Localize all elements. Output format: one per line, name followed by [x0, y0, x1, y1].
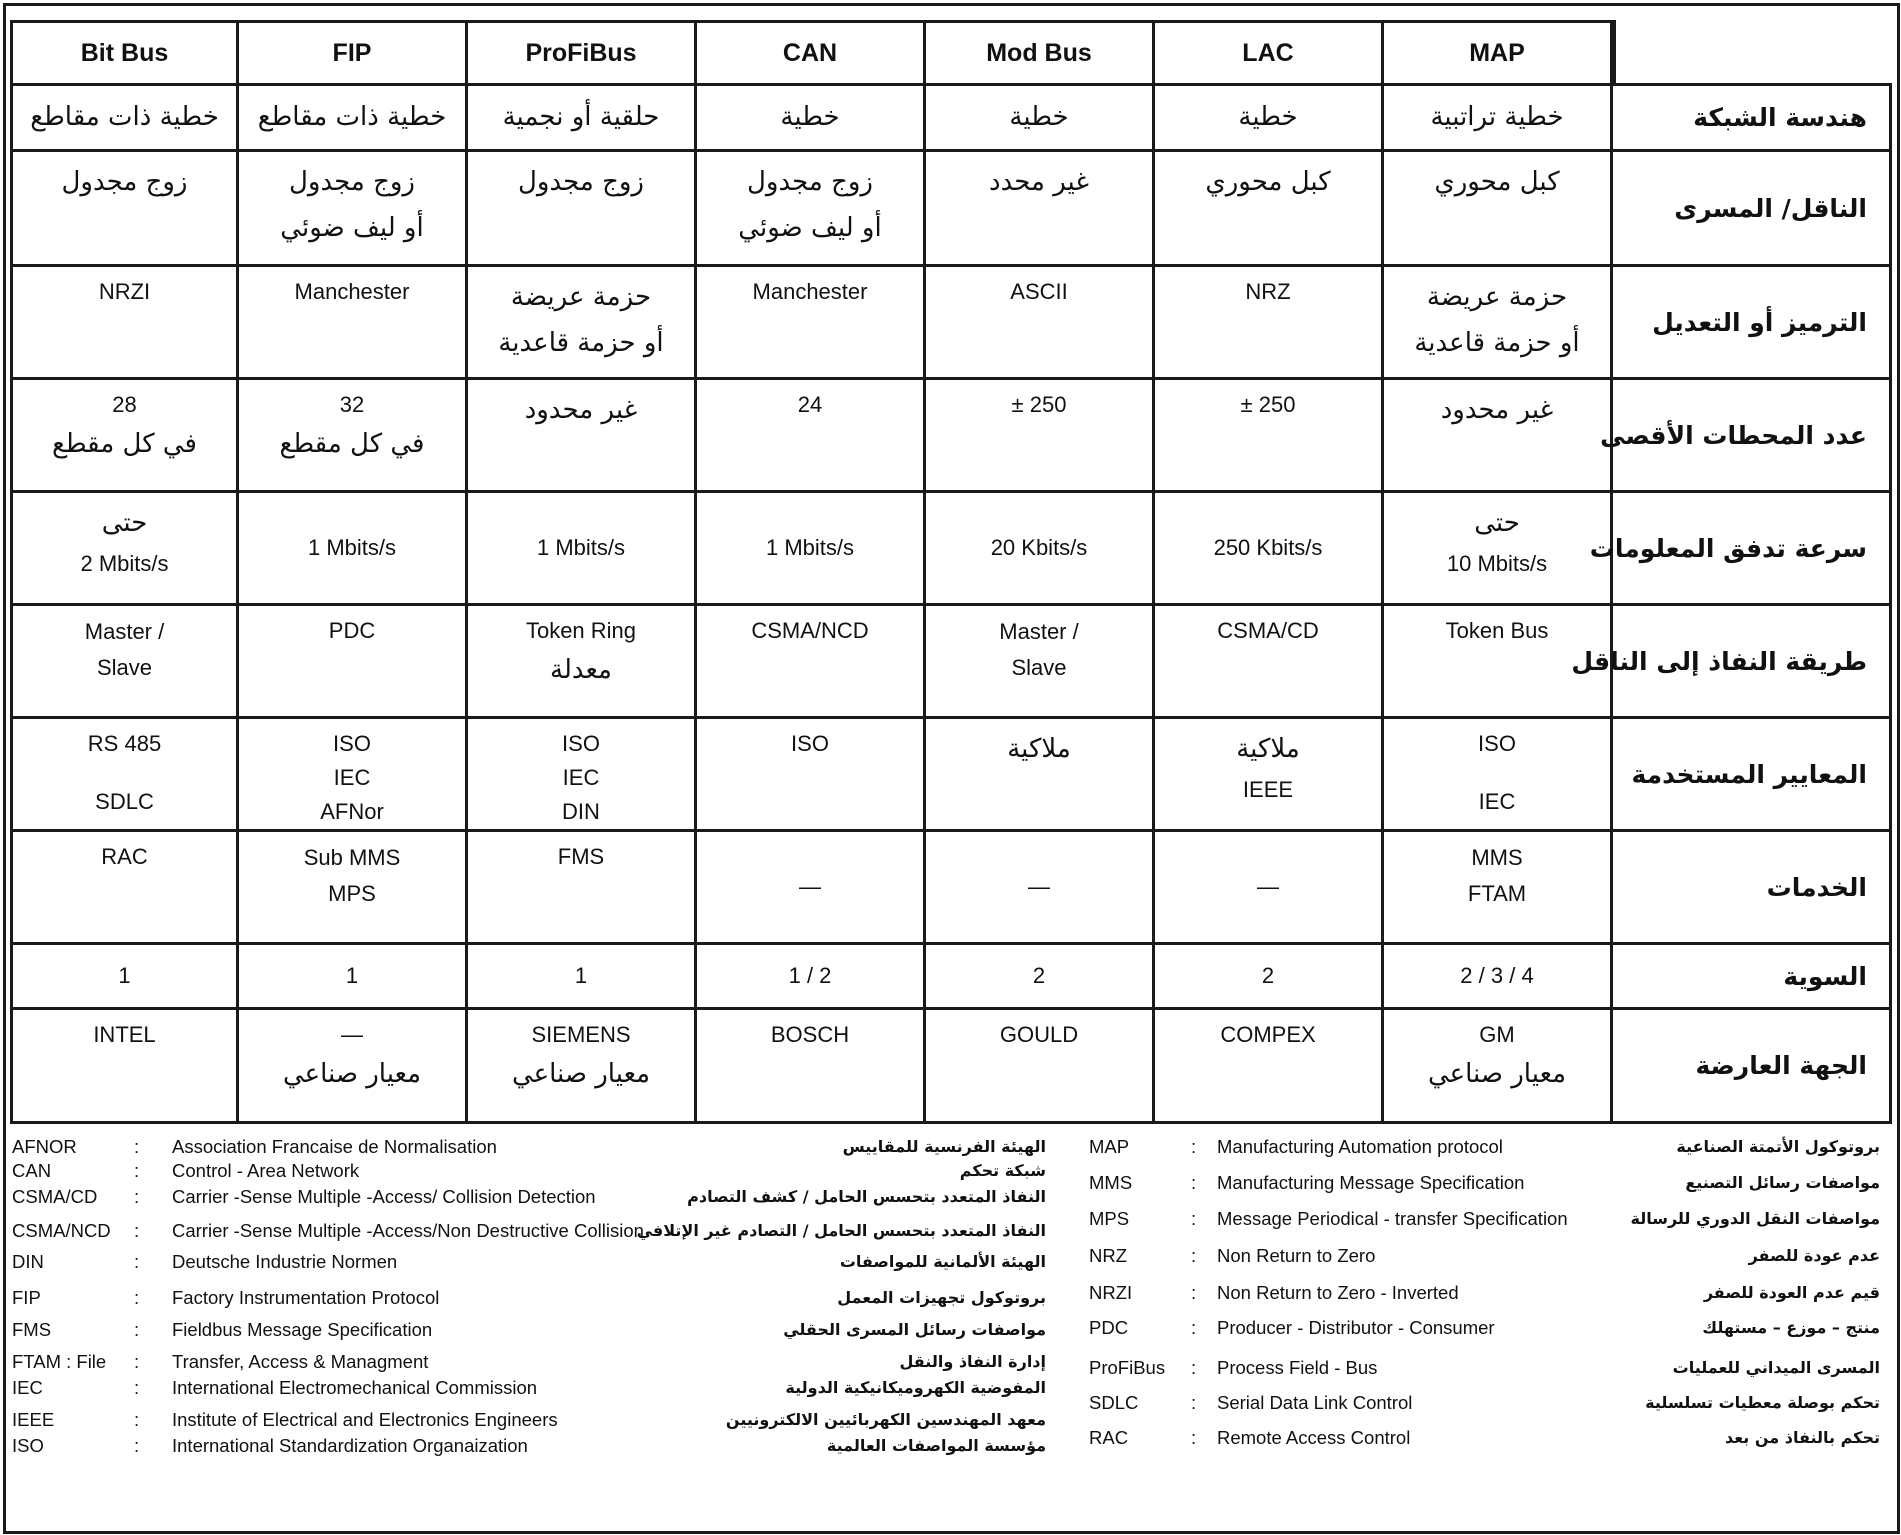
glossary-definition: Carrier -Sense Multiple -Access/Non Destructive Collision [172, 1220, 644, 1241]
table-cell [468, 152, 697, 267]
glossary-colon: : [1191, 1208, 1197, 1229]
glossary-abbreviation: MAP [1089, 1136, 1130, 1157]
table-cell [697, 945, 926, 1010]
row-label [1600, 380, 1892, 493]
glossary-definition: Control - Area Network [172, 1160, 360, 1181]
cell-text: — [1257, 873, 1279, 899]
glossary-colon: : [1191, 1136, 1197, 1157]
table-cell [926, 86, 1155, 152]
row-label-text: الترميز أو التعديل [1652, 307, 1867, 337]
table-cell [10, 1010, 239, 1124]
table-cell [1155, 606, 1384, 719]
cell-text: حزمة عريضة [510, 282, 652, 312]
table-cell [468, 606, 697, 719]
glossary-abbreviation: ProFiBus [1089, 1357, 1166, 1378]
cell-text: حزمة عريضة [1426, 282, 1568, 312]
column-header-label: MAP [1469, 38, 1525, 67]
glossary-abbreviation: CAN [12, 1160, 52, 1181]
cell-text: ASCII [1010, 279, 1068, 304]
glossary-entry [12, 1313, 1888, 1343]
glossary-arabic-translation: المفوضية الكهروميكانيكية الدولية [785, 1378, 1046, 1397]
glossary-definition: Institute of Electrical and Electronics Engineers [172, 1409, 558, 1430]
row-label [1613, 267, 1892, 380]
glossary-definition: Factory Instrumentation Protocol [172, 1287, 440, 1308]
column-header [697, 20, 926, 86]
cell-text: NRZ [1245, 279, 1291, 304]
table-cell [926, 152, 1155, 267]
table-cell [1155, 719, 1384, 832]
cell-text: Token Bus [1445, 618, 1549, 643]
glossary-abbreviation: ISO [12, 1435, 44, 1456]
table-cell [239, 945, 468, 1010]
table-cell [1384, 945, 1613, 1010]
cell-text: 32 [339, 392, 365, 417]
glossary-colon: : [1191, 1317, 1197, 1338]
cell-text: كبل محوري [1205, 167, 1331, 197]
cell-text: Slave [1011, 655, 1067, 681]
table-cell [697, 267, 926, 380]
table-cell [239, 267, 468, 380]
glossary-abbreviation: FMS [12, 1319, 52, 1340]
glossary-definition: Serial Data Link Control [1217, 1392, 1413, 1413]
table-cell [468, 380, 697, 493]
cell-text: ± 250 [1011, 392, 1067, 417]
cell-text: خطية ذات مقاطع [257, 101, 447, 132]
table-cell [1384, 832, 1613, 945]
cell-text: 250 Kbits/s [1213, 534, 1323, 560]
glossary-entry [12, 1132, 1888, 1162]
table-cell [1384, 493, 1613, 606]
table-cell [697, 1010, 926, 1124]
glossary-arabic-translation: النفاذ المتعدد بتحسس الحامل / التصادم غير الإتلافي [636, 1221, 1046, 1240]
table-cell [468, 945, 697, 1010]
glossary-definition: Carrier -Sense Multiple -Access/ Collision Detection [172, 1186, 596, 1207]
cell-text: ISO [562, 731, 600, 756]
cell-text: RS 485 [87, 731, 162, 756]
table-cell [697, 380, 926, 493]
glossary-abbreviation: AFNOR [12, 1136, 77, 1157]
cell-text: ISO [1478, 731, 1516, 756]
glossary-arabic-translation: الهيئة الفرنسية للمقاييس [842, 1137, 1046, 1156]
column-header [10, 20, 239, 86]
cell-text: زوج مجدول [289, 167, 415, 197]
row-label [1613, 86, 1892, 152]
cell-text: زوج مجدول [747, 167, 873, 197]
glossary-entry [12, 1204, 1888, 1234]
cell-text: خطية تراتبية [1430, 101, 1564, 132]
column-header [1155, 20, 1384, 86]
table-cell [1155, 1010, 1384, 1124]
cell-text: 1 / 2 [788, 962, 832, 988]
row-label [1613, 832, 1892, 945]
glossary-colon: : [134, 1251, 140, 1272]
column-header [239, 20, 468, 86]
glossary-arabic-translation: إدارة النفاذ والنقل [899, 1352, 1046, 1371]
table-cell [1155, 493, 1384, 606]
cell-text: 1 [345, 962, 359, 988]
table-cell [926, 832, 1155, 945]
table-cell [697, 832, 926, 945]
cell-text: MMS [1471, 845, 1523, 870]
cell-text: حلقية أو نجمية [502, 101, 660, 132]
table-cell [1384, 152, 1613, 267]
cell-text: CSMA/NCD [751, 618, 869, 643]
glossary-abbreviation: IEEE [12, 1409, 55, 1430]
cell-text: ملاكية [1007, 734, 1071, 764]
table-cell [10, 493, 239, 606]
glossary-colon: : [134, 1409, 140, 1430]
cell-text: FMS [557, 844, 605, 869]
cell-text: IEC [333, 765, 371, 791]
cell-text: Master / [999, 619, 1079, 644]
cell-text: حتى [1474, 508, 1520, 538]
glossary-abbreviation: MPS [1089, 1208, 1130, 1229]
cell-text: خطية [1238, 101, 1298, 132]
glossary-arabic-translation: الهيئة الألمانية للمواصفات [839, 1252, 1046, 1271]
glossary-colon: : [134, 1287, 140, 1308]
glossary-arabic-translation: منتج – موزع – مستهلك [1702, 1318, 1880, 1337]
glossary-abbreviation: FIP [12, 1287, 41, 1308]
cell-text: أو حزمة قاعدية [1414, 327, 1580, 358]
glossary-arabic-translation: بروتوكول تجهيزات المعمل [837, 1288, 1046, 1307]
glossary-definition: Non Return to Zero - Inverted [1217, 1282, 1459, 1303]
cell-text: معيار صناعي [511, 1059, 651, 1090]
table-cell [1384, 267, 1613, 380]
table-cell [1155, 267, 1384, 380]
table-cell [10, 86, 239, 152]
table-cell [239, 380, 468, 493]
cell-text: — [341, 1022, 363, 1047]
table-cell [239, 1010, 468, 1124]
glossary-colon: : [134, 1160, 140, 1181]
row-label-text: الناقل/ المسرى [1674, 193, 1867, 223]
cell-text: PDC [328, 618, 376, 643]
row-label [1613, 719, 1892, 832]
glossary-definition: Manufacturing Message Specification [1217, 1172, 1525, 1193]
table-cell [1155, 380, 1384, 493]
table-cell [697, 86, 926, 152]
glossary-abbreviation: CSMA/CD [12, 1186, 98, 1207]
cell-text: أو ليف ضوئي [280, 212, 424, 243]
table-cell [239, 606, 468, 719]
glossary-definition: Fieldbus Message Specification [172, 1319, 433, 1340]
glossary-entry [12, 1241, 1888, 1271]
glossary-entry [12, 1168, 1888, 1198]
glossary-abbreviation: NRZ [1089, 1245, 1128, 1266]
glossary-definition: Deutsche Industrie Normen [172, 1251, 398, 1272]
cell-text: IEC [1478, 789, 1516, 815]
cell-text: Manchester [752, 279, 868, 304]
cell-text: — [1028, 873, 1050, 899]
cell-text: Token Ring [525, 618, 637, 643]
cell-text: ISO [791, 731, 829, 756]
table-cell [926, 380, 1155, 493]
glossary-definition: International Electromechanical Commission [172, 1377, 538, 1398]
cell-text: SDLC [95, 789, 154, 815]
glossary-arabic-translation: مواصفات رسائل التصنيع [1685, 1173, 1880, 1192]
row-label [1613, 152, 1892, 267]
cell-text: INTEL [93, 1022, 156, 1047]
abbreviations-glossary [12, 1132, 1888, 1527]
row-label-text: طريقة النفاذ إلى الناقل [1571, 646, 1867, 676]
glossary-definition: Transfer, Access & Managment [172, 1351, 429, 1372]
glossary-arabic-translation: تحكم بالنفاذ من بعد [1725, 1428, 1880, 1447]
table-cell [1155, 945, 1384, 1010]
cell-text: خطية [1009, 101, 1069, 132]
glossary-definition: Association Francaise de Normalisation [172, 1136, 497, 1157]
cell-text: IEC [562, 765, 600, 791]
cell-text: 20 Kbits/s [990, 534, 1088, 560]
cell-text: ملاكية [1236, 734, 1300, 764]
cell-text: 24 [797, 392, 823, 417]
row-label [1589, 493, 1892, 606]
table-cell [10, 152, 239, 267]
cell-text: 1 Mbits/s [307, 534, 397, 560]
glossary-definition: Producer - Distributor - Consumer [1217, 1317, 1495, 1338]
cell-text: 2 [1261, 962, 1275, 988]
cell-text: زوج مجدول [518, 167, 644, 197]
table-cell [239, 86, 468, 152]
cell-text: خطية [780, 101, 840, 132]
cell-text: Manchester [294, 279, 410, 304]
glossary-definition: Manufacturing Automation protocol [1217, 1136, 1503, 1157]
row-label [1571, 606, 1892, 719]
cell-text: 2 [1032, 962, 1046, 988]
table-cell [926, 267, 1155, 380]
cell-text: Slave [96, 655, 153, 681]
glossary-abbreviation: RAC [1089, 1427, 1129, 1448]
cell-text: BOSCH [770, 1022, 850, 1047]
glossary-colon: : [1191, 1245, 1197, 1266]
cell-text: 10 Mbits/s [1446, 550, 1548, 576]
cell-text: حتى [101, 508, 148, 538]
cell-text: كبل محوري [1434, 167, 1560, 197]
cell-text: معيار صناعي [1427, 1059, 1567, 1090]
glossary-abbreviation: SDLC [1089, 1392, 1139, 1413]
cell-text: COMPEX [1220, 1022, 1316, 1047]
glossary-colon: : [1191, 1357, 1197, 1378]
glossary-abbreviation: PDC [1089, 1317, 1129, 1338]
glossary-arabic-translation: معهد المهندسين الكهربائيين الالكترونيين [725, 1410, 1046, 1429]
glossary-colon: : [134, 1220, 140, 1241]
table-cell [468, 1010, 697, 1124]
table-cell [1384, 86, 1613, 152]
row-label [1613, 945, 1892, 1010]
glossary-definition: Process Field - Bus [1217, 1357, 1378, 1378]
glossary-colon: : [134, 1435, 140, 1456]
table-cell [1155, 152, 1384, 267]
column-header-label: FIP [332, 38, 372, 67]
cell-text: في كل مقطع [52, 429, 197, 460]
glossary-colon: : [1191, 1392, 1197, 1413]
cell-text: أو حزمة قاعدية [498, 327, 664, 358]
glossary-definition: Remote Access Control [1217, 1427, 1411, 1448]
cell-text: MPS [328, 881, 376, 907]
column-header [468, 20, 697, 86]
table-cell [239, 493, 468, 606]
table-cell [10, 945, 239, 1010]
table-cell [1384, 1010, 1613, 1124]
cell-text: GM [1479, 1022, 1515, 1047]
glossary-colon: : [134, 1377, 140, 1398]
table-cell [1155, 86, 1384, 152]
table-cell [468, 832, 697, 945]
glossary-colon: : [134, 1186, 140, 1207]
glossary-abbreviation: IEC [12, 1377, 43, 1398]
header-corner [1613, 20, 1892, 86]
table-cell [926, 606, 1155, 719]
table-cell [10, 832, 239, 945]
column-header-label: Bit Bus [80, 38, 169, 67]
cell-text: ± 250 [1240, 392, 1296, 417]
table-cell [1384, 719, 1613, 832]
row-label-text: الخدمات [1766, 872, 1867, 902]
glossary-entry [12, 1388, 1888, 1418]
cell-text: RAC [101, 844, 148, 869]
column-header [926, 20, 1155, 86]
glossary-arabic-translation: عدم عودة للصفر [1748, 1246, 1880, 1265]
cell-text: 1 [574, 962, 588, 988]
column-header-label: Mod Bus [986, 38, 1092, 67]
glossary-arabic-translation: مؤسسة المواصفات العالمية [826, 1436, 1046, 1455]
row-label [1613, 1010, 1892, 1124]
row-label-text: السوية [1783, 961, 1867, 991]
row-label-text: عدد المحطات الأقصى [1600, 420, 1867, 450]
table-cell [926, 1010, 1155, 1124]
cell-text: CSMA/CD [1217, 618, 1319, 643]
row-label-text: سرعة تدفق المعلومات [1589, 533, 1867, 563]
table-cell [239, 719, 468, 832]
glossary-colon: : [134, 1319, 140, 1340]
cell-text: في كل مقطع [279, 429, 425, 460]
cell-text: DIN [562, 799, 600, 825]
cell-text: 2 Mbits/s [80, 550, 169, 576]
cell-text: 2 / 3 / 4 [1460, 962, 1534, 988]
glossary-arabic-translation: مواصفات النقل الدوري للرسالة [1630, 1209, 1880, 1228]
glossary-colon: : [134, 1351, 140, 1372]
table-cell [468, 493, 697, 606]
glossary-colon: : [134, 1136, 140, 1157]
table-cell [468, 719, 697, 832]
cell-text: معيار صناعي [282, 1059, 422, 1090]
cell-text: 1 Mbits/s [765, 534, 855, 560]
glossary-colon: : [1191, 1282, 1197, 1303]
cell-text: 28 [112, 392, 137, 417]
cell-text: GOULD [999, 1022, 1079, 1047]
column-header-label: CAN [782, 38, 838, 67]
comparison-table [10, 20, 1892, 1126]
glossary-entry [12, 1278, 1888, 1308]
cell-text: AFNor [320, 799, 384, 825]
glossary-abbreviation: DIN [12, 1251, 44, 1272]
table-cell [239, 832, 468, 945]
cell-text: FTAM [1467, 881, 1527, 907]
glossary-arabic-translation: شبكة تحكم [959, 1161, 1046, 1180]
table-cell [1155, 832, 1384, 945]
column-header-label: ProFiBus [525, 38, 637, 67]
table-cell [468, 267, 697, 380]
glossary-colon: : [1191, 1427, 1197, 1448]
cell-text: معدلة [550, 655, 612, 686]
glossary-entry [12, 1423, 1888, 1453]
glossary-arabic-translation: بروتوكول الأتمتة الصناعية [1676, 1137, 1880, 1156]
cell-text: 1 Mbits/s [536, 534, 626, 560]
table-cell [926, 493, 1155, 606]
table-cell [10, 380, 239, 493]
cell-text: أو ليف ضوئي [738, 212, 882, 243]
cell-text: غير محدد [989, 167, 1089, 197]
cell-text: Sub MMS [303, 845, 401, 870]
cell-text: NRZI [98, 279, 151, 304]
cell-text: SIEMENS [531, 1022, 631, 1047]
glossary-abbreviation: CSMA/NCD [12, 1220, 111, 1241]
row-label-text: المعايير المستخدمة [1631, 759, 1867, 789]
glossary-definition: International Standardization Organaization [172, 1435, 528, 1456]
glossary-colon: : [1191, 1172, 1197, 1193]
cell-text: IEEE [1242, 776, 1294, 802]
cell-text: ISO [333, 731, 371, 756]
glossary-abbreviation: MMS [1089, 1172, 1133, 1193]
glossary-arabic-translation: قيم عدم العودة للصفر [1703, 1283, 1880, 1302]
table-cell [10, 719, 239, 832]
row-label-text: هندسة الشبكة [1693, 103, 1867, 132]
table-cell [697, 493, 926, 606]
glossary-abbreviation: NRZI [1089, 1282, 1133, 1303]
column-header [1384, 20, 1613, 86]
column-header-label: LAC [1242, 38, 1294, 67]
table-cell [926, 945, 1155, 1010]
glossary-entry [12, 1353, 1888, 1383]
table-cell [697, 152, 926, 267]
glossary-arabic-translation: المسرى الميداني للعمليات [1672, 1358, 1880, 1377]
cell-text: غير محدود [1440, 395, 1554, 425]
cell-text: خطية ذات مقاطع [30, 101, 219, 132]
table-cell [1384, 380, 1613, 493]
table-cell [697, 719, 926, 832]
glossary-arabic-translation: مواصفات رسائل المسرى الحقلي [783, 1320, 1046, 1339]
row-label-text: الجهة العارضة [1695, 1051, 1867, 1080]
cell-text: — [799, 873, 821, 899]
table-cell [10, 606, 239, 719]
table-cell [697, 606, 926, 719]
table-cell [10, 267, 239, 380]
cell-text: 1 [118, 962, 131, 988]
glossary-abbreviation: FTAM : File [12, 1351, 107, 1372]
table-cell [468, 86, 697, 152]
glossary-arabic-translation: النفاذ المتعدد بتحسس الحامل / كشف التصادم [687, 1187, 1046, 1206]
cell-text: غير محدود [524, 395, 638, 425]
table-cell [239, 152, 468, 267]
glossary-definition: Non Return to Zero [1217, 1245, 1376, 1266]
glossary-definition: Message Periodical - transfer Specification [1217, 1208, 1568, 1229]
glossary-arabic-translation: تحكم بوصلة معطيات تسلسلية [1645, 1393, 1880, 1412]
table-cell [926, 719, 1155, 832]
cell-text: Master / [84, 619, 165, 644]
cell-text: زوج مجدول [61, 167, 188, 197]
